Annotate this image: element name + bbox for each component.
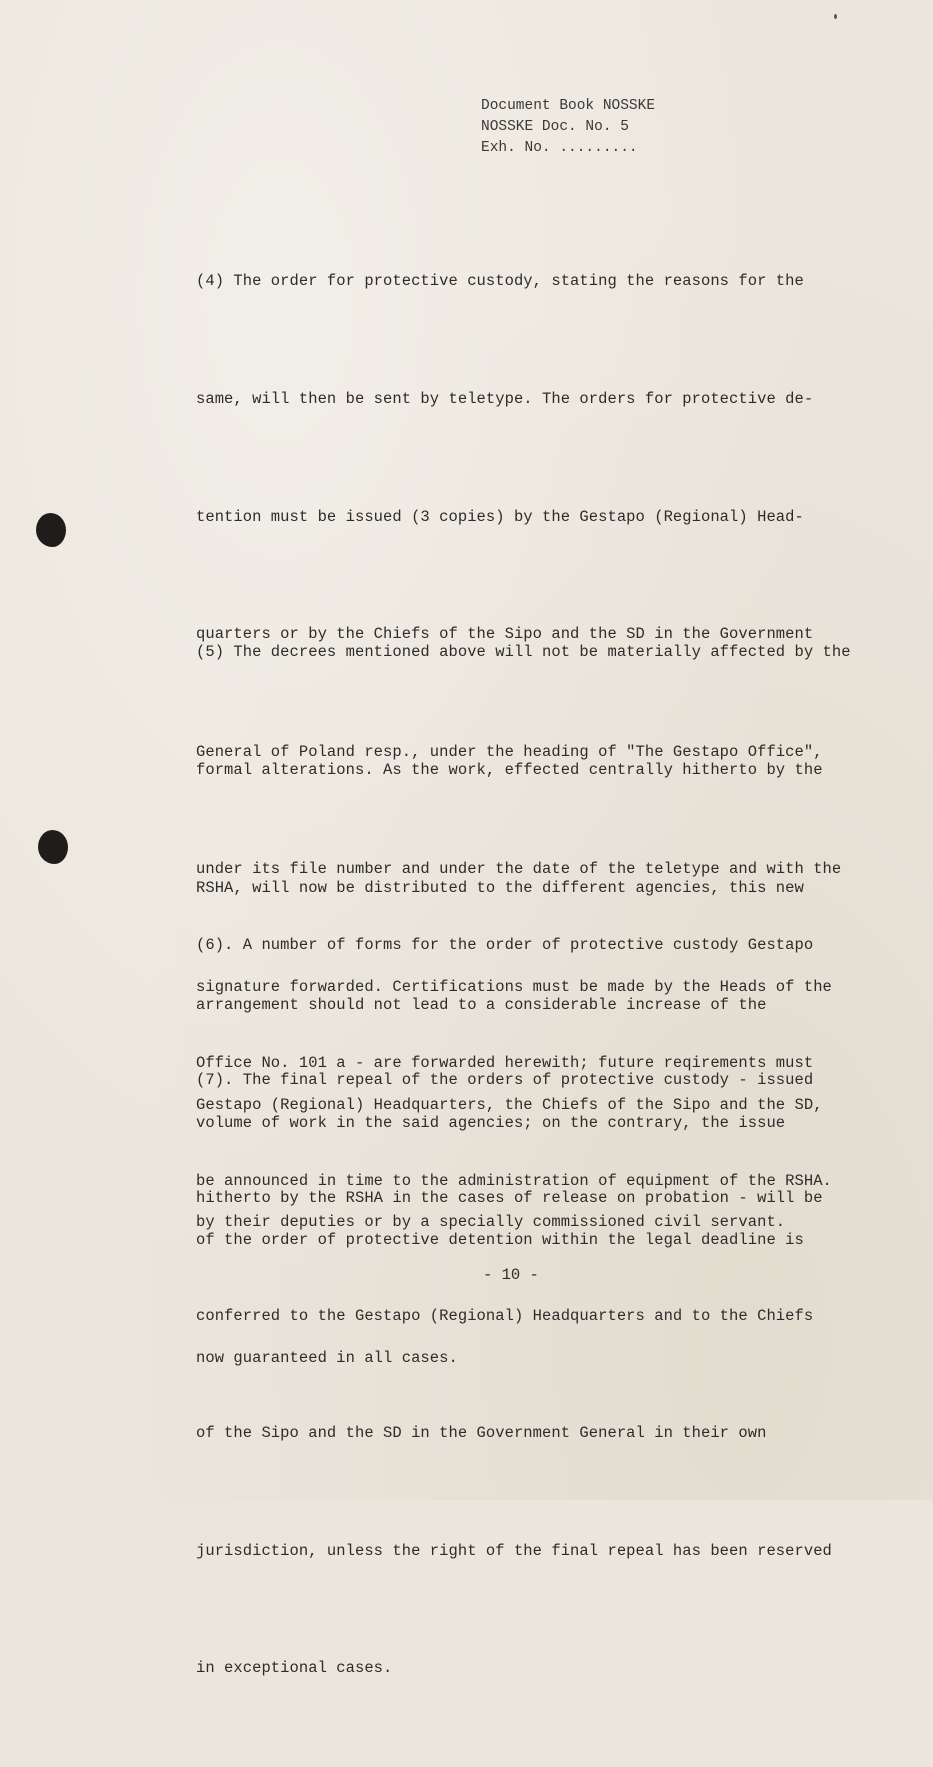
header-doc-number-line: NOSSKE Doc. No. 5 <box>481 119 629 135</box>
paragraph-7 <box>196 983 832 1767</box>
paragraph-line: hitherto by the RSHA in the cases of release on probation - will be <box>196 1189 823 1208</box>
page-number: - 10 - <box>483 1266 539 1284</box>
paragraph-line: signature forwarded. Certifications must be made by the Heads of the <box>196 978 832 997</box>
paragraph-line: (7). The final repeal of the orders of protective custody - issued <box>196 1071 814 1090</box>
paragraph-line: same, will then be sent by teletype. The orders for protective de- <box>196 390 814 409</box>
paragraph-line: General of Poland resp., under the heading of "The Gestapo Office", <box>196 742 823 761</box>
paragraph-line: tention must be issued (3 copies) by the Gestapo (Regional) Head- <box>196 507 804 526</box>
paragraph-line: in exceptional cases. <box>196 1659 393 1678</box>
paragraph-line: under its file number and under the date of the teletype and with the <box>196 860 842 879</box>
paragraph-line: formal alterations. As the work, effected centrally hitherto by the <box>196 761 823 780</box>
document-header <box>481 96 655 159</box>
paragraph-line: RSHA, will now be distributed to the different agencies, this new <box>196 878 804 897</box>
header-book-line: Document Book NOSSKE <box>481 98 656 114</box>
paragraph-line: now guaranteed in all cases. <box>196 1349 458 1368</box>
paper-speck <box>834 14 837 19</box>
header-exhibit-line: Exh. No. ......... <box>481 140 638 156</box>
paragraph-line: volume of work in the said agencies; on the contrary, the issue <box>196 1113 786 1132</box>
punch-hole-top <box>36 513 66 547</box>
paragraph-line: Gestapo (Regional) Headquarters, the Chiefs of the Sipo and the SD, <box>196 1095 823 1114</box>
paragraph-line: of the order of protective detention within the legal deadline is <box>196 1231 804 1250</box>
paragraph-line: arrangement should not lead to a considerable increase of the <box>196 996 767 1015</box>
paragraph-line: (6). A number of forms for the order of protective custody Gestapo <box>196 936 814 955</box>
paragraph-line: be announced in time to the administration of equipment of the RSHA. <box>196 1171 832 1190</box>
paragraph-line: (4) The order for protective custody, stating the reasons for the <box>196 272 804 291</box>
paragraph-line: of the Sipo and the SD in the Government General in their own <box>196 1424 767 1443</box>
paragraph-line: (5) The decrees mentioned above will not be materially affected by the <box>196 643 851 662</box>
paragraph-line: quarters or by the Chiefs of the Sipo and the SD in the Government <box>196 625 814 644</box>
paragraph-line: jurisdiction, unless the right of the final repeal has been reserved <box>196 1541 832 1560</box>
paragraph-line: Office No. 101 a - are forwarded herewith; future reqirements must <box>196 1054 814 1073</box>
paragraph-line: by their deputies or by a specially commissioned civil servant. <box>196 1213 786 1232</box>
paragraph-line: conferred to the Gestapo (Regional) Headquarters and to the Chiefs <box>196 1306 814 1325</box>
punch-hole-bottom <box>38 830 68 864</box>
